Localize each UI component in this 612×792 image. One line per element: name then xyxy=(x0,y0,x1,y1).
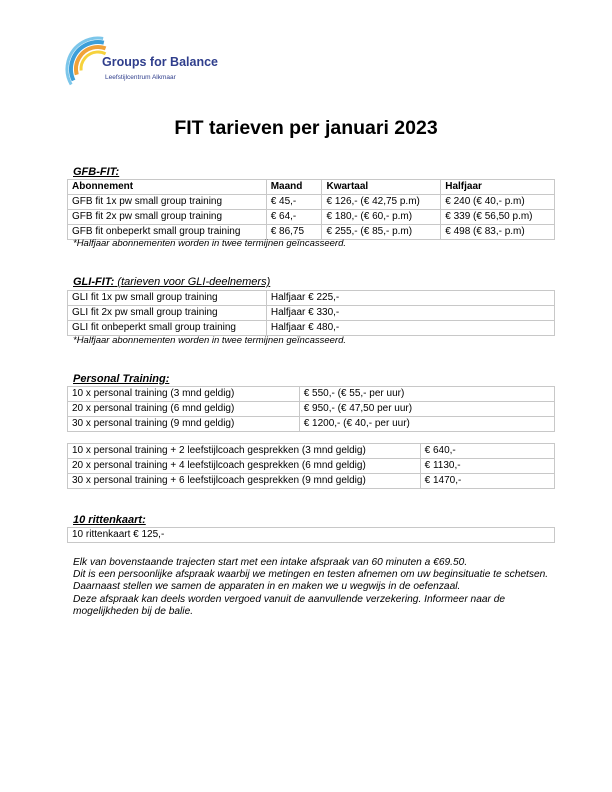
table-cell: GFB fit 1x pw small group training xyxy=(68,195,267,210)
gli-heading-sub: (tarieven voor GLI-deelnemers) xyxy=(114,276,271,288)
table-row xyxy=(68,210,555,225)
page-title: FIT tarieven per januari 2023 xyxy=(174,117,438,139)
table-cell: GLI fit onbeperkt small group training xyxy=(68,321,267,336)
table-cell: 10 rittenkaart € 125,- xyxy=(68,528,555,543)
table-cell: Halfjaar € 225,- xyxy=(266,291,554,306)
gli-heading xyxy=(73,276,270,288)
table-cell: Halfjaar € 480,- xyxy=(266,321,554,336)
table-cell: € 640,- xyxy=(420,444,554,459)
table-cell: € 950,- (€ 47,50 per uur) xyxy=(299,402,554,417)
table-cell: € 126,- (€ 42,75 p.m) xyxy=(322,195,441,210)
table-row xyxy=(68,474,555,489)
pt-combo-table xyxy=(67,443,555,489)
gfb-table xyxy=(67,179,555,240)
ritten-heading: 10 rittenkaart: xyxy=(73,514,146,526)
column-header: Kwartaal xyxy=(322,180,441,195)
gli-heading-label: GLI-FIT: xyxy=(73,276,115,288)
table-cell: 10 x personal training (3 mnd geldig) xyxy=(68,387,300,402)
column-header: Maand xyxy=(266,180,322,195)
table-cell: € 240 (€ 40,- p.m) xyxy=(441,195,555,210)
gfb-note: *Halfjaar abonnementen worden in twee termijnen geïncasseerd. xyxy=(73,238,347,249)
column-header: Halfjaar xyxy=(441,180,555,195)
table-row xyxy=(68,306,555,321)
ritten-table xyxy=(67,527,555,543)
table-cell: 30 x personal training (9 mnd geldig) xyxy=(68,417,300,432)
table-row xyxy=(68,402,555,417)
table-cell: Halfjaar € 330,- xyxy=(266,306,554,321)
table-cell: € 1130,- xyxy=(420,459,554,474)
table-cell: GFB fit onbeperkt small group training xyxy=(68,225,267,240)
table-row xyxy=(68,321,555,336)
table-row xyxy=(68,195,555,210)
table-cell: € 1200,- (€ 40,- per uur) xyxy=(299,417,554,432)
table-row xyxy=(68,444,555,459)
footer-paragraph: Deze afspraak kan deels worden vergoed vanuit de aanvullende verzekering. Informeer naar de mogelijkheden bij de balie. xyxy=(73,593,506,617)
table-cell: 30 x personal training + 6 leefstijlcoach gesprekken (9 mnd geldig) xyxy=(68,474,421,489)
table-cell: € 1470,- xyxy=(420,474,554,489)
table-header-row xyxy=(68,180,555,195)
table-cell: GLI fit 1x pw small group training xyxy=(68,291,267,306)
logo xyxy=(60,36,230,102)
footer-paragraph: Elk van bovenstaande trajecten start met een intake afspraak van 60 minuten a €69.50. xyxy=(73,557,468,568)
column-header: Abonnement xyxy=(68,180,267,195)
gli-table xyxy=(67,290,555,336)
footer-paragraph: Dit is een persoonlijke afspraak waarbij we metingen en testen afnemen om uw beginsituatie te schetsen. Daarnaast stellen we samen de apparaten in en maken we u wegwijs in de oefenzaal. xyxy=(73,569,549,593)
table-cell: € 255,- (€ 85,- p.m) xyxy=(322,225,441,240)
table-row xyxy=(68,417,555,432)
table-row xyxy=(68,528,555,543)
pt-heading: Personal Training: xyxy=(73,373,170,385)
table-cell: € 86,75 xyxy=(266,225,322,240)
table-cell: GLI fit 2x pw small group training xyxy=(68,306,267,321)
table-cell: € 498 (€ 83,- p.m) xyxy=(441,225,555,240)
table-cell: € 45,- xyxy=(266,195,322,210)
table-cell: € 339 (€ 56,50 p.m) xyxy=(441,210,555,225)
table-cell: 20 x personal training (6 mnd geldig) xyxy=(68,402,300,417)
table-cell: GFB fit 2x pw small group training xyxy=(68,210,267,225)
gfb-heading: GFB-FIT: xyxy=(73,166,120,178)
table-cell: € 180,- (€ 60,- p.m) xyxy=(322,210,441,225)
logo-name: Groups for Balance xyxy=(102,55,218,69)
table-cell: 10 x personal training + 2 leefstijlcoach gesprekken (3 mnd geldig) xyxy=(68,444,421,459)
footer-text xyxy=(73,557,553,618)
table-row xyxy=(68,291,555,306)
table-row xyxy=(68,387,555,402)
table-cell: € 64,- xyxy=(266,210,322,225)
logo-swirl-icon xyxy=(60,36,126,102)
table-cell: 20 x personal training + 4 leefstijlcoach gesprekken (6 mnd geldig) xyxy=(68,459,421,474)
table-cell: € 550,- (€ 55,- per uur) xyxy=(299,387,554,402)
pt-table xyxy=(67,386,555,432)
gli-note: *Halfjaar abonnementen worden in twee termijnen geïncasseerd. xyxy=(73,335,347,346)
logo-subtitle: Leefstijlcentrum Alkmaar xyxy=(105,74,176,81)
table-row xyxy=(68,459,555,474)
